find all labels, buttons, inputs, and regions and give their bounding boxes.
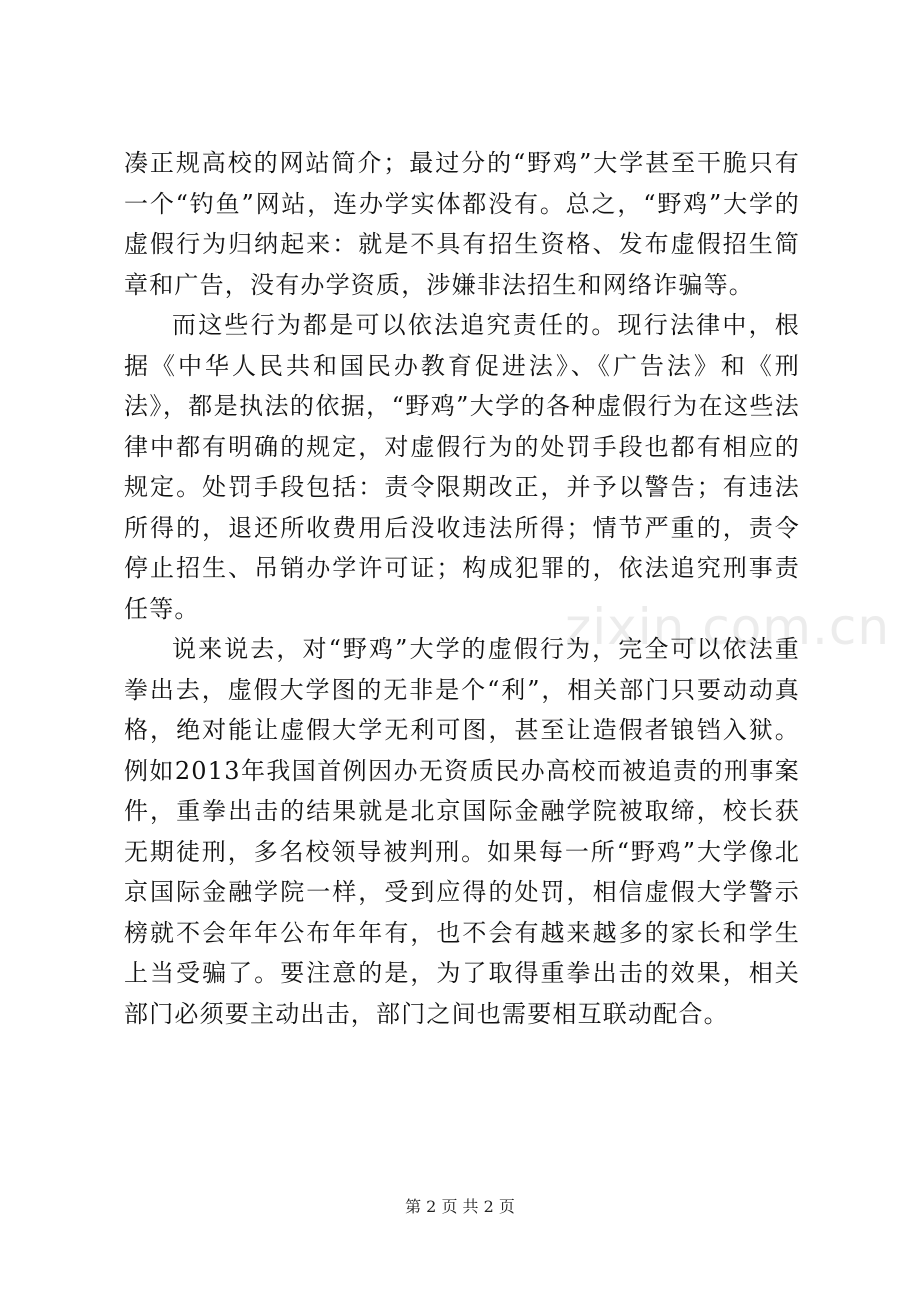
paragraph-3: 说来说去，对“野鸡”大学的虚假行为，完全可以依法重拳出去，虚假大学图的无非是个“利”，相关部门只要动动真格，绝对能让虚假大学无利可图，甚至让造假者锒铛入狱。例如2013年我国首例因办无资质民办高校而被追责的刑事案件，重拳出击的结果就是北京国际金融学院被取缔，校长获无期徒刑，多名校领导被判刑。如果每一所“野鸡”大学像北京国际金融学院一样，受到应得的处罚，相信虚假大学警示榜就不会年年公布年年有，也不会有越来越多的家长和学生上当受骗了。要注意的是，为了取得重拳出击的效果，相关部门必须要主动出击，部门之间也需要相互联动配合。 [124, 635, 800, 1028]
page-footer: 第 2 页 共 2 页 [405, 1197, 515, 1216]
watermark: zixin.com.cn [565, 598, 891, 656]
paragraph-1: 凑正规高校的网站简介；最过分的“野鸡”大学甚至干脆只有一个“钓鱼”网站，连办学实体都没有。总之，“野鸡”大学的虚假行为归纳起来：就是不具有招生资格、发布虚假招生简章和广告，没有办学资质，涉嫌非法招生和网络诈骗等。 [124, 149, 800, 299]
document-body [124, 143, 800, 1034]
paragraph-2: 而这些行为都是可以依法追究责任的。现行法律中，根据《中华人民共和国民办教育促进法》、《广告法》和《刑法》，都是执法的依据，“野鸡”大学的各种虚假行为在这些法律中都有明确的规定，对虚假行为的处罚手段也都有相应的规定。处罚手段包括：责令限期改正，并予以警告；有违法所得的，退还所收费用后没收违法所得；情节严重的，责令停止招生、吊销办学许可证；构成犯罪的，依法追究刑事责任等。 [124, 311, 800, 623]
